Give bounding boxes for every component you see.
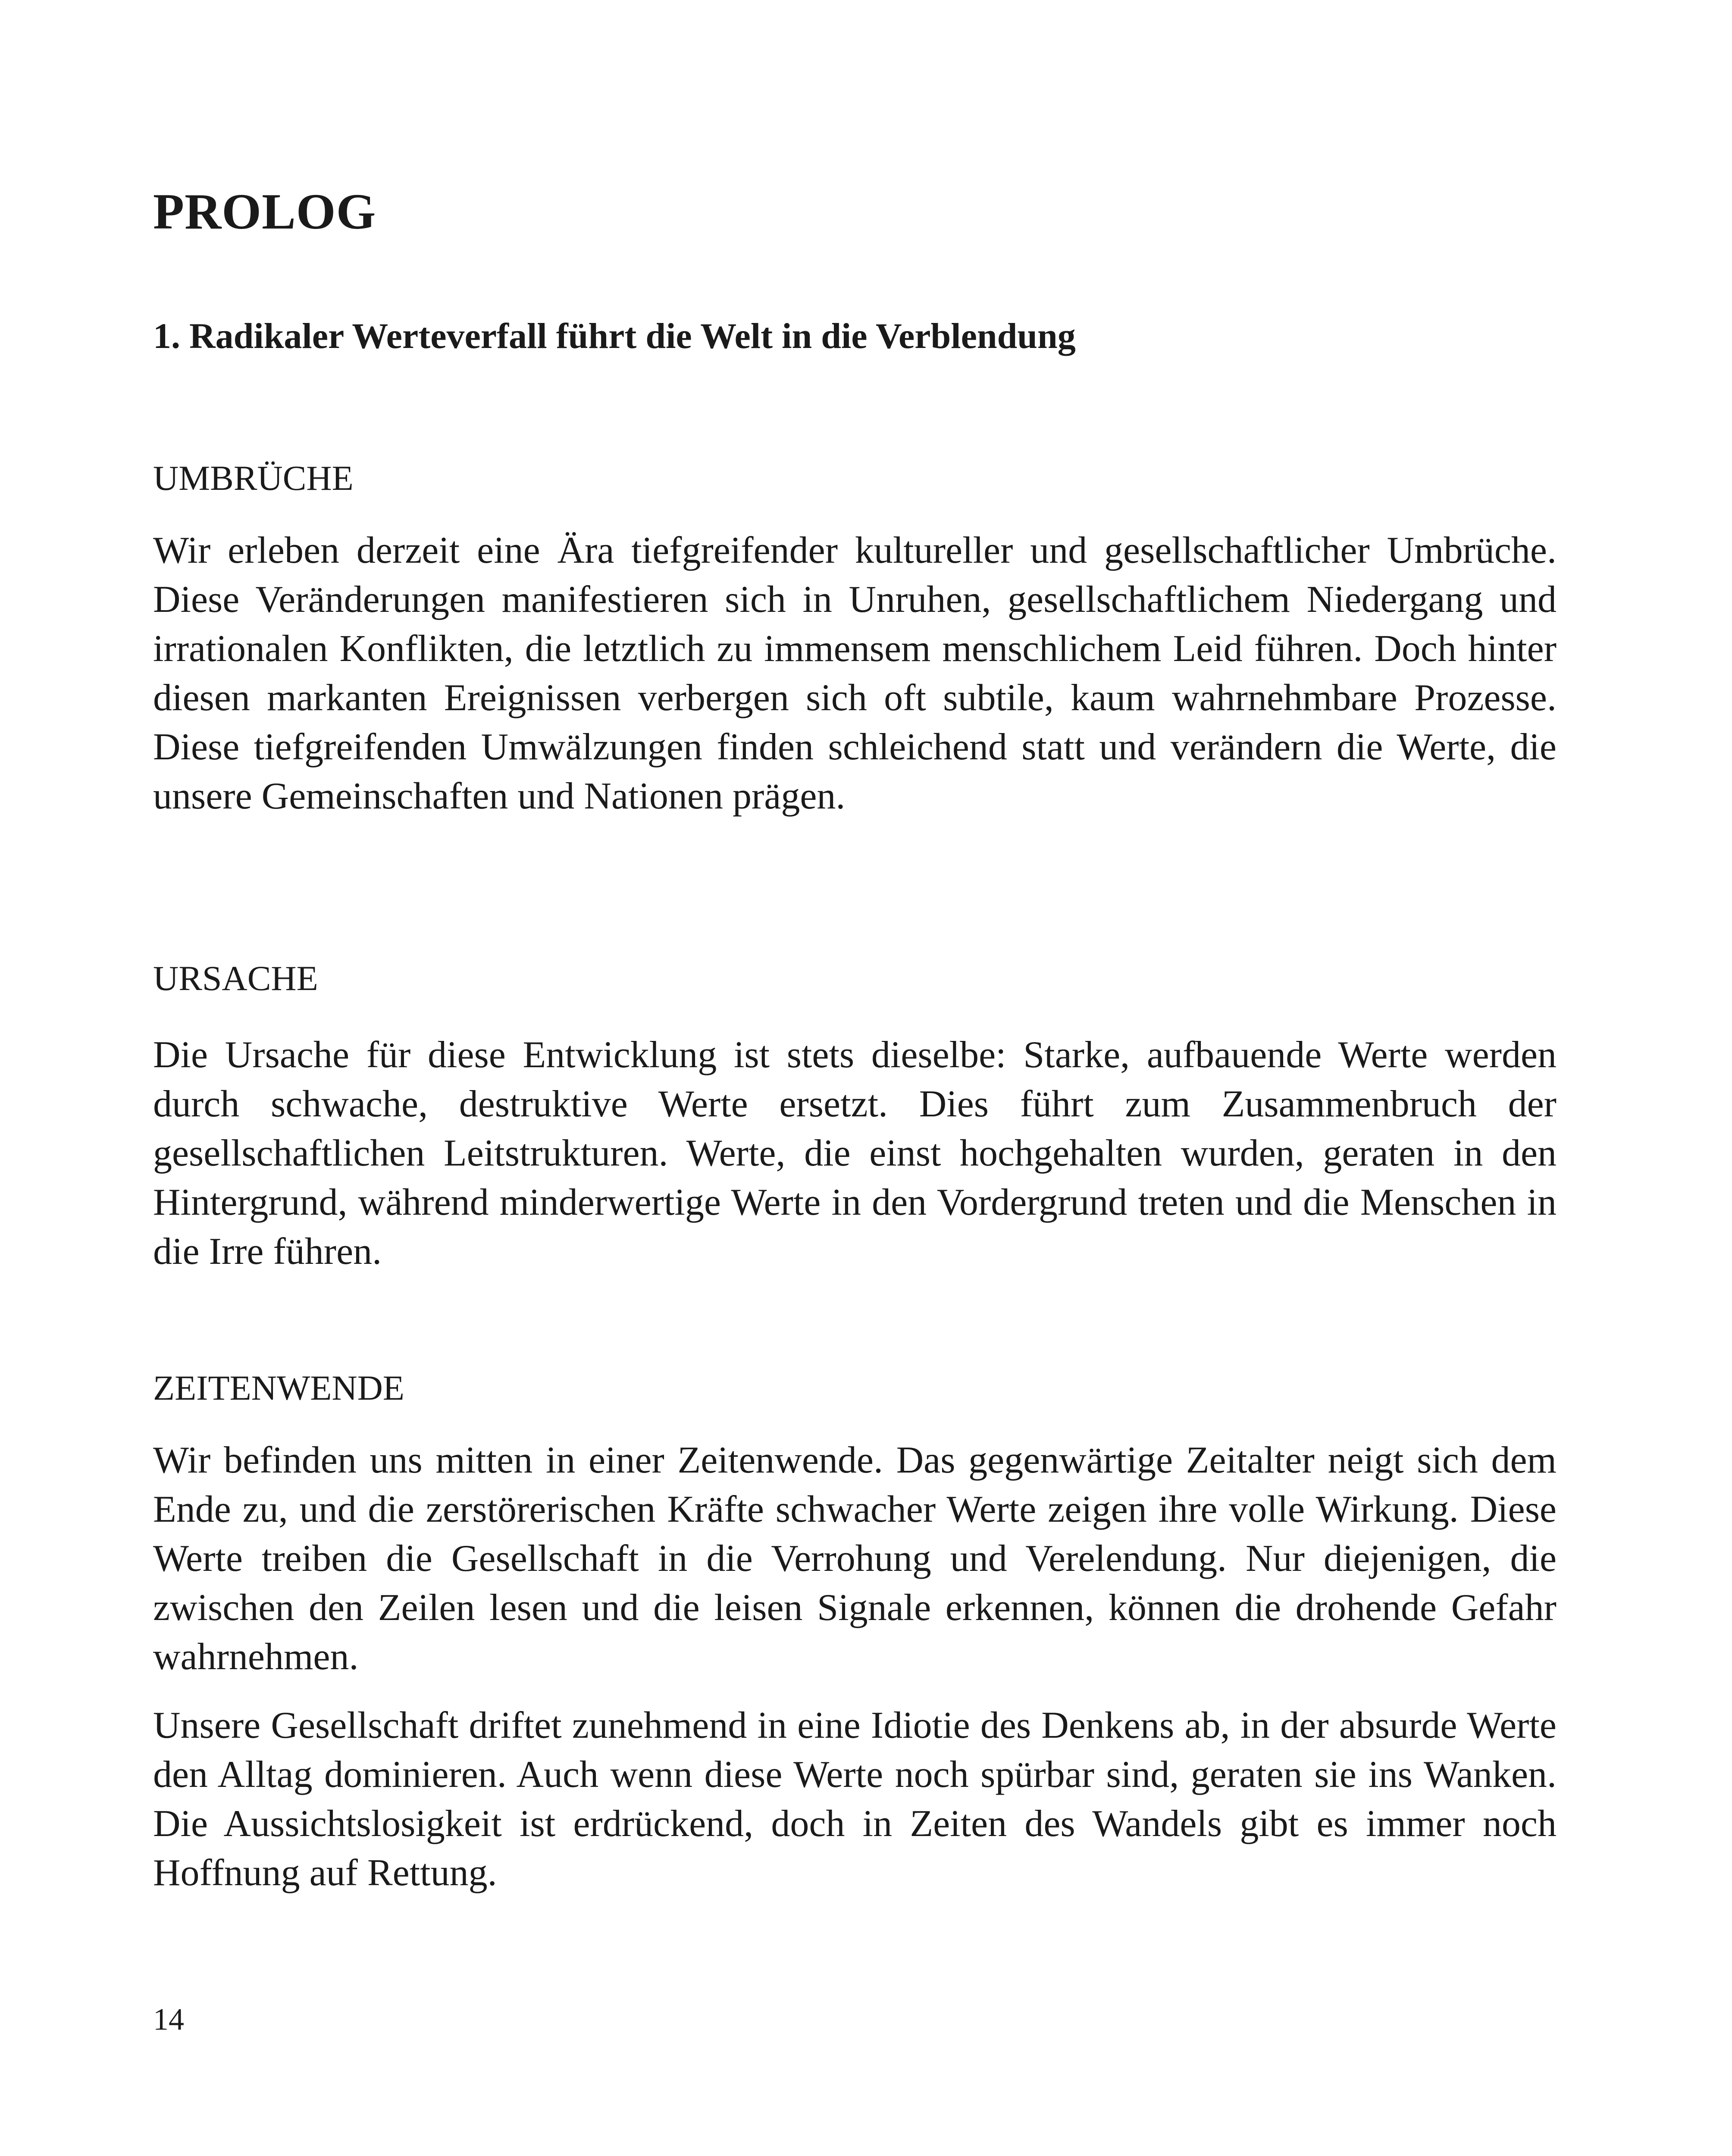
paragraph-zeitenwende-1: Wir befinden uns mitten in einer Zeitenwende. Das gegenwärtige Zeitalter neigt sich dem Ende zu, und die zerstörerischen Kräfte schwacher Werte zeigen ihre volle Wirkung. Diese Werte treiben die Gesellschaft in die Verrohung und Verelendung. Nur diejenigen, die zwischen den Zeilen lesen und die leisen Signale erkennen, können die drohende Gefahr wahrnehmen. (153, 1439, 1557, 1678)
paragraph-zeitenwende-2: Unsere Gesellschaft driftet zunehmend in eine Idiotie des Denkens ab, in der absurde Werte den Alltag dominieren. Auch wenn diese Werte noch spürbar sind, geraten sie ins Wanken. Die Aussichtslosigkeit ist erdrückend, doch in Zeiten des Wandels gibt es immer noch Hoffnung auf Rettung. (153, 1705, 1557, 1894)
subheading-ursache: URSACHE (153, 959, 318, 998)
paragraph-ursache: Die Ursache für diese Entwicklung ist stets dieselbe: Starke, aufbauende Werte werden durch schwache, destruktive Werte ersetzt. Dies führt zum Zusammenbruch der gesellschaftlichen Leitstrukturen. Werte, die einst hochgehalten wurden, geraten in den Hintergrund, während minderwertige Werte in den Vordergrund treten und die Menschen in die Irre führen. (153, 1034, 1557, 1272)
section-heading: 1. Radikaler Werteverfall führt die Welt in die Verblendung (153, 316, 1076, 356)
paragraph-umbrueche: Wir erleben derzeit eine Ära tiefgreifender kultureller und gesellschaftlicher Umbrüche. Diese Veränderungen manifestieren sich in Unruhen, gesellschaftlichem Niedergang und irrationalen Konflikten, die letztlich zu immensem menschlichem Leid führen. Doch hinter diesen markanten Ereignissen verbergen sich oft subtile, kaum wahrnehmbare Prozesse. Diese tiefgreifenden Umwälzungen finden schleichend statt und verändern die Werte, die unsere Gemeinschaften und Nationen prägen. (153, 530, 1557, 817)
subheading-umbrueche: UMBRÜCHE (153, 458, 354, 498)
chapter-title: PROLOG (153, 183, 376, 240)
page-number: 14 (153, 2002, 184, 2037)
subheading-zeitenwende: ZEITENWENDE (153, 1368, 404, 1407)
